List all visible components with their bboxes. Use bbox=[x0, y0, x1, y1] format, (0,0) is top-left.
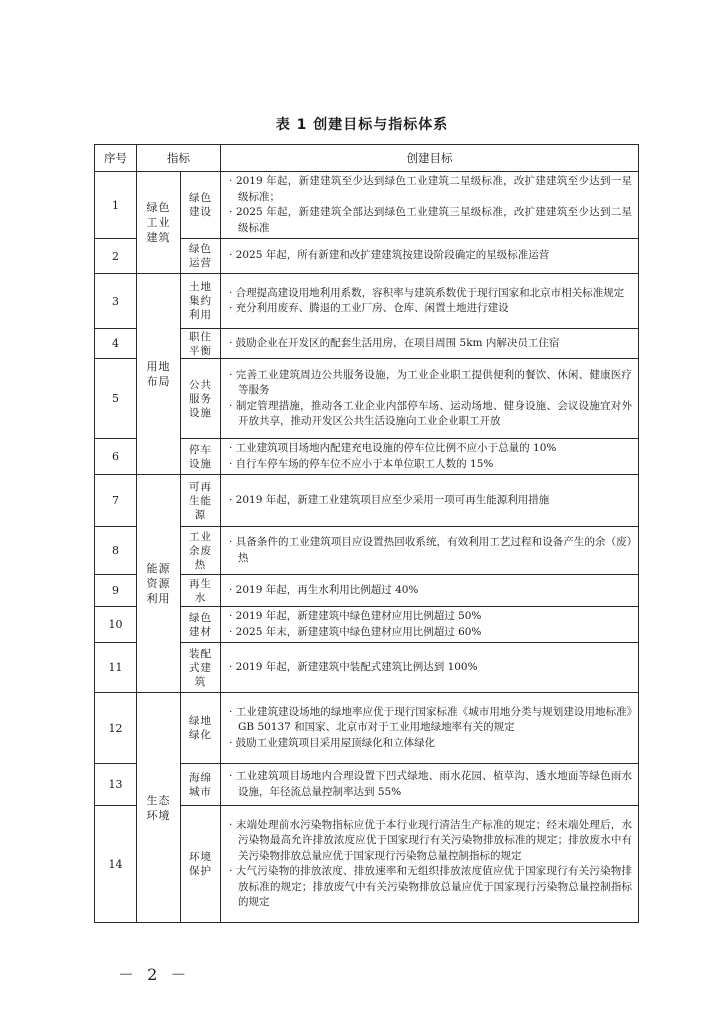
goal-cell bbox=[221, 274, 639, 329]
category-green-building: 绿色工业建筑 bbox=[137, 172, 181, 274]
header-indicator: 指标 bbox=[137, 145, 221, 172]
table-row bbox=[95, 172, 639, 239]
row-number: 12 bbox=[95, 693, 137, 764]
goal-cell bbox=[221, 329, 639, 359]
sub-indicator: 环境保护 bbox=[181, 806, 221, 923]
category-energy: 能源资源利用 bbox=[137, 475, 181, 693]
sub-indicator: 停车设施 bbox=[181, 439, 221, 475]
goal-item: · 2025 年起，所有新建和改扩建建筑按建设阶段确定的星级标准运营 bbox=[229, 249, 550, 262]
sub-indicator: 工业余废热 bbox=[181, 527, 221, 575]
goal-cell bbox=[221, 475, 639, 527]
goal-item: · 2019 年起，再生水利用比例超过 40% bbox=[229, 583, 419, 596]
goal-item: · 合理提高建设用地利用系数，容积率与建筑系数优于现行国家和北京市相关标准规定 bbox=[229, 286, 625, 299]
table-row bbox=[95, 274, 639, 329]
row-number: 7 bbox=[95, 475, 137, 527]
goal-cell bbox=[221, 693, 639, 764]
sub-indicator: 绿色建材 bbox=[181, 607, 221, 643]
goal-item: · 2019 年起，新建建筑至少达到绿色工业建筑二星级标准，改扩建建筑至少达到一星级标准； bbox=[229, 175, 632, 203]
sub-indicator: 公共服务设施 bbox=[181, 359, 221, 439]
table-header-row bbox=[95, 145, 639, 172]
goal-item: · 鼓励企业在开发区的配套生活用房，在项目周围 5km 内解决员工住宿 bbox=[229, 336, 560, 349]
goal-item: · 完善工业建筑周边公共服务设施，为工业企业职工提供便利的餐饮、休闲、健康医疗等服务 bbox=[229, 368, 632, 396]
row-number: 1 bbox=[95, 172, 137, 239]
header-seq: 序号 bbox=[95, 145, 137, 172]
goal-item: · 大气污染物的排放浓度、排放速率和无组织排放浓度值应优于国家现行有关污染物排放标准的规定；排放废气中有关污染物排放总量应优于国家现行污染物总量控制指标的规定 bbox=[229, 865, 632, 908]
goal-indicator-table bbox=[94, 144, 639, 923]
row-number: 11 bbox=[95, 643, 137, 693]
table-row bbox=[95, 693, 639, 764]
row-number: 5 bbox=[95, 359, 137, 439]
goal-item: · 2019 年起，新建工业建筑项目应至少采用一项可再生能源利用措施 bbox=[229, 493, 550, 506]
goal-item: · 鼓励工业建筑项目采用屋顶绿化和立体绿化 bbox=[229, 736, 436, 749]
goal-item: · 工业建筑项目场地内合理设置下凹式绿地、雨水花园、植草沟、透水地面等绿色雨水设施，年径流总量控制率达到 55% bbox=[229, 770, 632, 798]
goal-item: · 2019 年起，新建建筑中绿色建材应用比例超过 50% bbox=[229, 610, 482, 622]
page-number: － 2 － bbox=[118, 965, 191, 984]
goal-cell bbox=[221, 239, 639, 274]
header-goal: 创建目标 bbox=[221, 145, 639, 172]
sub-indicator: 绿地绿化 bbox=[181, 693, 221, 764]
goal-cell bbox=[221, 575, 639, 607]
table-row bbox=[95, 475, 639, 527]
sub-indicator: 土地集约利用 bbox=[181, 274, 221, 329]
row-number: 2 bbox=[95, 239, 137, 274]
row-number: 10 bbox=[95, 607, 137, 643]
sub-indicator: 职住平衡 bbox=[181, 329, 221, 359]
sub-indicator: 海绵城市 bbox=[181, 764, 221, 806]
sub-indicator: 再生水 bbox=[181, 575, 221, 607]
goal-item: · 末端处理前水污染物指标应优于本行业现行清洁生产标准的规定；经末端处理后，水污染物最高允许排放浓度应优于国家现行有关污染物排放标准的规定；排放废水中有关污染物排放总量应优于国家现行污染物总量控制指标的规定 bbox=[229, 818, 632, 862]
row-number: 9 bbox=[95, 575, 137, 607]
goal-cell bbox=[221, 527, 639, 575]
goal-cell bbox=[221, 359, 639, 439]
table-title: 表 1 创建目标与指标体系 bbox=[275, 117, 449, 133]
category-land-layout: 用地布局 bbox=[137, 274, 181, 475]
sub-indicator: 绿色运营 bbox=[181, 239, 221, 274]
goal-cell bbox=[221, 643, 639, 693]
row-number: 4 bbox=[95, 329, 137, 359]
row-number: 6 bbox=[95, 439, 137, 475]
row-number: 3 bbox=[95, 274, 137, 329]
sub-indicator: 装配式建筑 bbox=[181, 643, 221, 693]
goal-item: · 制定管理措施，推动各工业企业内部停车场、运动场地、健身设施、会议设施宜对外开放共享，推动开发区公共生活设施向工业企业职工开放 bbox=[229, 399, 632, 427]
row-number: 8 bbox=[95, 527, 137, 575]
row-number: 14 bbox=[95, 806, 137, 923]
goal-item: · 2019 年起，新建建筑中装配式建筑比例达到 100% bbox=[229, 660, 478, 673]
sub-indicator: 绿色建设 bbox=[181, 172, 221, 239]
sub-indicator: 可再生能源 bbox=[181, 475, 221, 527]
goal-item: · 充分利用废弃、腾退的工业厂房、仓库、闲置土地进行建设 bbox=[229, 302, 509, 314]
goal-item: · 工业建筑建设场地的绿地率应优于现行国家标准《城市用地分类与规划建设用地标准》GB 50137 和国家、北京市对于工业用地绿地率有关的规定 bbox=[229, 705, 632, 734]
goal-item: · 自行车停车场的停车位不应小于本单位职工人数的 15% bbox=[229, 457, 494, 470]
goal-item: · 具备条件的工业建筑项目应设置热回收系统，有效利用工艺过程和设备产生的余（废）热 bbox=[229, 536, 632, 564]
goal-cell bbox=[221, 607, 639, 643]
goal-item: · 工业建筑项目场地内配建充电设施的停车位比例不应小于总量的 10% bbox=[229, 442, 557, 454]
goal-item: · 2025 年起，新建建筑全部达到绿色工业建筑三星级标准，改扩建建筑至少达到二星级标准 bbox=[229, 206, 632, 234]
goal-cell bbox=[221, 764, 639, 806]
row-number: 13 bbox=[95, 764, 137, 806]
goal-cell bbox=[221, 806, 639, 923]
goal-item: · 2025 年末，新建建筑中绿色建材应用比例超过 60% bbox=[229, 625, 482, 638]
goal-cell bbox=[221, 439, 639, 475]
category-ecology: 生态环境 bbox=[137, 693, 181, 923]
goal-cell bbox=[221, 172, 639, 239]
